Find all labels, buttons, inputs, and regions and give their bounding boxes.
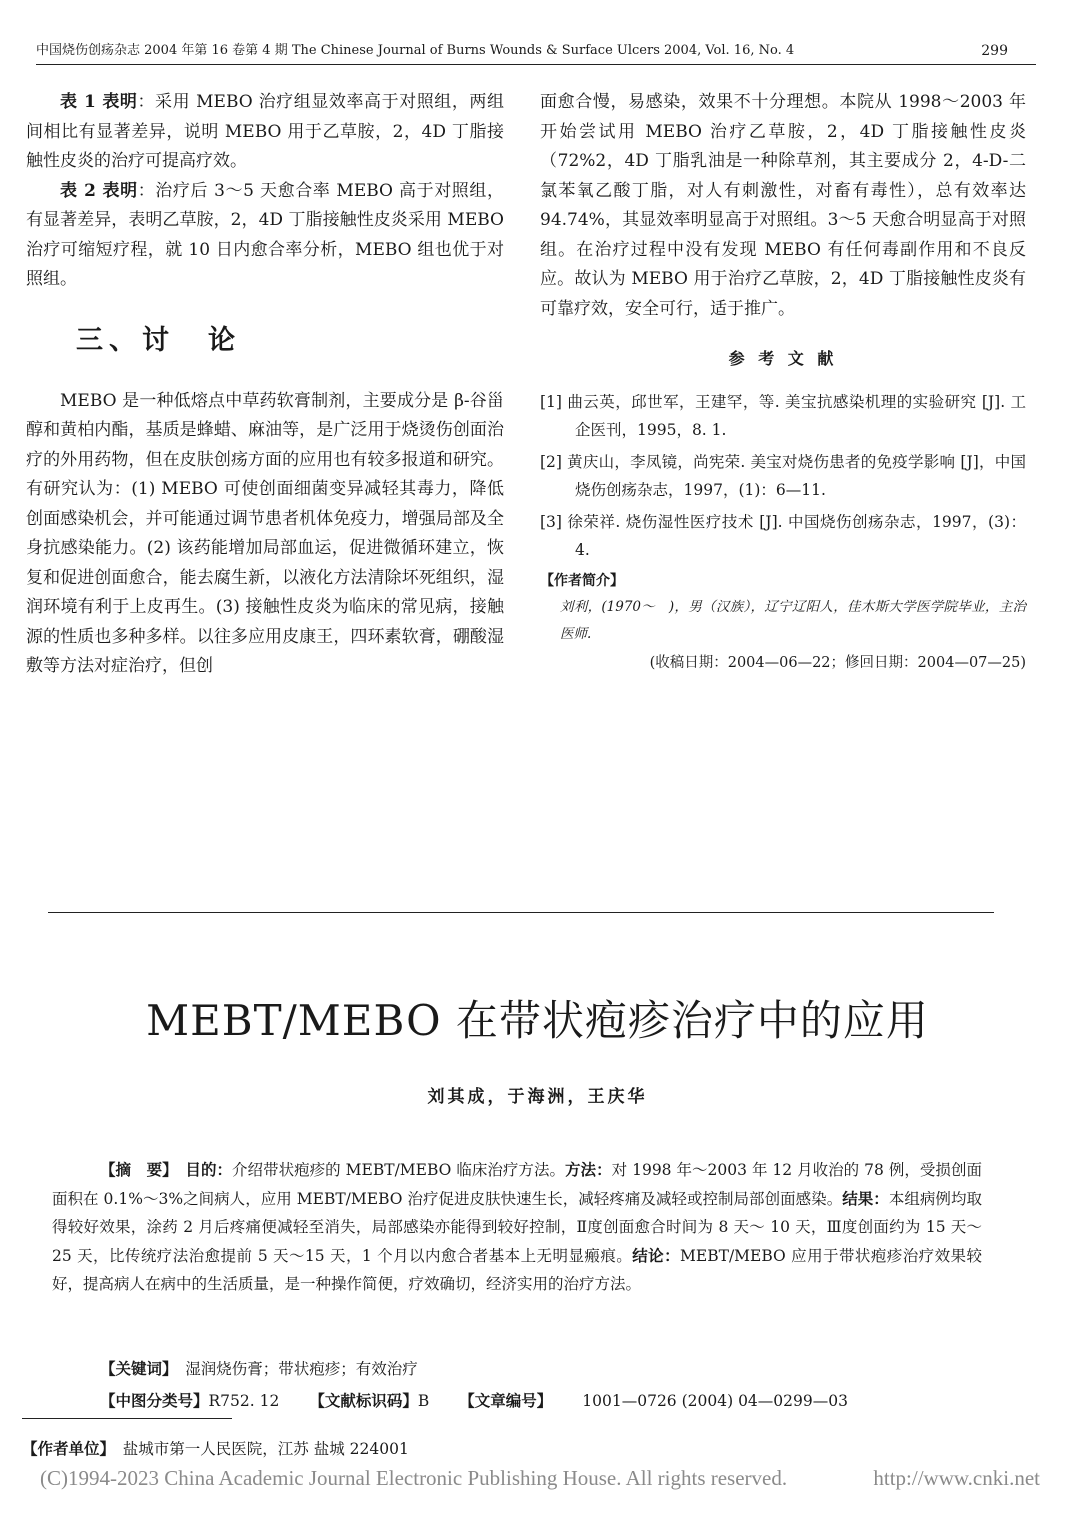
running-header	[36, 38, 1036, 65]
copyright-text: (C)1994-2023 China Academic Journal Electronic Publishing House. All rights reserved.	[40, 1466, 788, 1490]
section-title-discussion: 三、讨 论	[76, 324, 241, 356]
right-column	[540, 88, 1026, 678]
abstract-result-label: 结果：	[842, 1188, 889, 1208]
table1-paragraph	[26, 88, 504, 177]
doc-code-label: 【文献标识码】	[309, 1391, 418, 1410]
affiliation-label: 【作者单位】	[22, 1439, 108, 1458]
footnote-rule	[22, 1418, 232, 1419]
article-no-label: 【文章编号】	[459, 1391, 553, 1410]
class-value: R752. 12	[208, 1392, 280, 1410]
abstract-objective: 介绍带状疱疹的 MEBT/MEBO 临床治疗方法。	[232, 1161, 566, 1179]
article-no-value: 1001—0726 (2004) 04—0299—03	[582, 1392, 848, 1410]
author-bio-label: 【作者简介】	[540, 572, 624, 589]
abstract-conclusion: MEBT/MEBO 应用于带状疱疹治疗效果较好，提高病人在病中的生活质量，是一种操作简便，疗效确切，经济实用的治疗方法。	[52, 1246, 982, 1293]
cnki-link[interactable]: http://www.cnki.net	[873, 1466, 1040, 1490]
references-title: 参 考 文 献	[728, 349, 838, 368]
table1-text: ：采用 MEBO 治疗组显效率高于对照组，两组间相比有显著差异，说明 MEBO 用于乙草胺，2，4D 丁脂接触性皮炎的治疗可提高疗效。	[26, 92, 504, 171]
abstract-label: 【摘 要】	[100, 1160, 170, 1179]
abstract-method-label: 方法：	[565, 1160, 612, 1179]
reference-item: [3] 徐荣祥. 烧伤湿性医疗技术 [J]. 中国烧伤创疡杂志，1997，(3)：4.	[540, 512, 1026, 559]
abstract-result: 本组病例均取得较好效果，涂药 2 月后疼痛便减轻至消失，局部感染亦能得到较好控制，Ⅱ度创面愈合时间为 8 天～ 10 天，Ⅲ度创面约为 15 天～25 天，比传统疗法治愈提前 5 天～15 天，1 个月以内愈合者基本上无明显瘢痕。	[52, 1189, 982, 1265]
article-title: MEBT/MEBO 在带状疱疹治疗中的应用	[146, 996, 929, 1045]
discussion-continued: 面愈合慢，易感染，效果不十分理想。本院从 1998～2003 年开始尝试用 MEBO 治疗乙草胺，2，4D 丁脂接触性皮炎（72%2，4D 丁脂乳油是一种除草剂，其主要成分 2，4-D-二氯苯氧乙酸丁脂，对人有刺激性，对畜有毒性），总有效率达 94.74%，其显效率明显高于对照组。3～5 天愈合明显高于对照组。在治疗过程中没有发现 MEBO 有任何毒副作用和不良反应。故认为 MEBO 用于治疗乙草胺，2，4D 丁脂接触性皮炎有可靠疗效，安全可行，适于推广。	[540, 92, 1026, 319]
article-authors: 刘其成，于海洲，王庆华	[427, 1087, 648, 1107]
abstract-conclusion-label: 结论：	[632, 1245, 681, 1265]
article-divider	[48, 912, 994, 913]
table2-text: ：治疗后 3～5 天愈合率 MEBO 高于对照组，有显著差异，表明乙草胺，2，4D 丁脂接触性皮炎采用 MEBO 治疗可缩短疗程，就 10 日内愈合率分析，MEBO 组也优于对照组。	[26, 180, 505, 289]
left-column	[26, 88, 504, 682]
copyright-footer	[40, 1466, 1040, 1491]
abstract-method: 对 1998 年～2003 年 12 月收治的 78 例，受损创面面积在 0.1%～3%之间病人，应用 MEBT/MEBO 治疗促进皮肤快速生长，减轻疼痛及减轻或控制局部创面感染。	[52, 1161, 982, 1208]
table2-label: 表 2 表明	[60, 180, 138, 201]
author-bio-text: 刘利，(1970～ )，男（汉族），辽宁辽阳人，佳木斯大学医学院毕业，主治医师.	[560, 598, 1026, 642]
table1-label: 表 1 表明	[60, 92, 138, 112]
page-number: 299	[981, 43, 1008, 59]
classification-row	[100, 1388, 848, 1414]
abstract-objective-label: 目的：	[185, 1160, 233, 1179]
reference-item: [2] 黄庆山，李凤镜，尚宪荣. 美宝对烧伤患者的免疫学影响 [J]，中国烧伤创疡杂志，1997，(1)：6—11.	[540, 452, 1026, 499]
received-dates: (收稿日期：2004—06—22；修回日期：2004—07—25)	[649, 654, 1026, 671]
class-label: 【中图分类号】	[100, 1391, 209, 1410]
keywords-label: 【关键词】	[100, 1359, 170, 1378]
abstract	[52, 1156, 982, 1299]
doc-code-value: B	[417, 1392, 430, 1410]
journal-running-title: 中国烧伤创疡杂志 2004 年第 16 卷第 4 期 The Chinese Journal of Burns Wounds & Surface Ulcers 2004, Vol. 16, No. 4	[36, 43, 795, 58]
keywords-value: 湿润烧伤膏；带状疱疹；有效治疗	[185, 1360, 418, 1378]
affiliation-row	[22, 1436, 409, 1462]
table2-paragraph	[26, 177, 504, 295]
abstract-body	[52, 1156, 982, 1299]
keywords-row	[100, 1356, 418, 1382]
discussion-paragraph: MEBO 是一种低熔点中草药软膏制剂，主要成分是 β-谷甾醇和黄柏内酯，基质是蜂蜡、麻油等，是广泛用于烧烫伤创面治疗的外用药物，但在皮肤创疡方面的应用也有较多报道和研究。有研究认为：(1) MEBO 可使创面细菌变异减轻其毒力，降低创面感染机会，并可能通过调节患者机体免疫力，增强局部及全身抗感染能力。(2) 该药能增加局部血运，促进微循环建立，恢复和促进创面愈合，能去腐生新，以液化方法清除坏死组织，湿润环境有利于上皮再生。(3) 接触性皮炎为临床的常见病，接触源的性质也多种多样。以往多应用皮康王，四环素软膏，硼酸湿敷等方法对症治疗，但创	[26, 390, 504, 676]
reference-item: [1] 曲云英，邱世军，王建罕，等. 美宝抗感染机理的实验研究 [J]. 工企医刊，1995，8. 1.	[540, 392, 1026, 439]
affiliation-value: 盐城市第一人民医院，江苏 盐城 224001	[122, 1440, 409, 1458]
